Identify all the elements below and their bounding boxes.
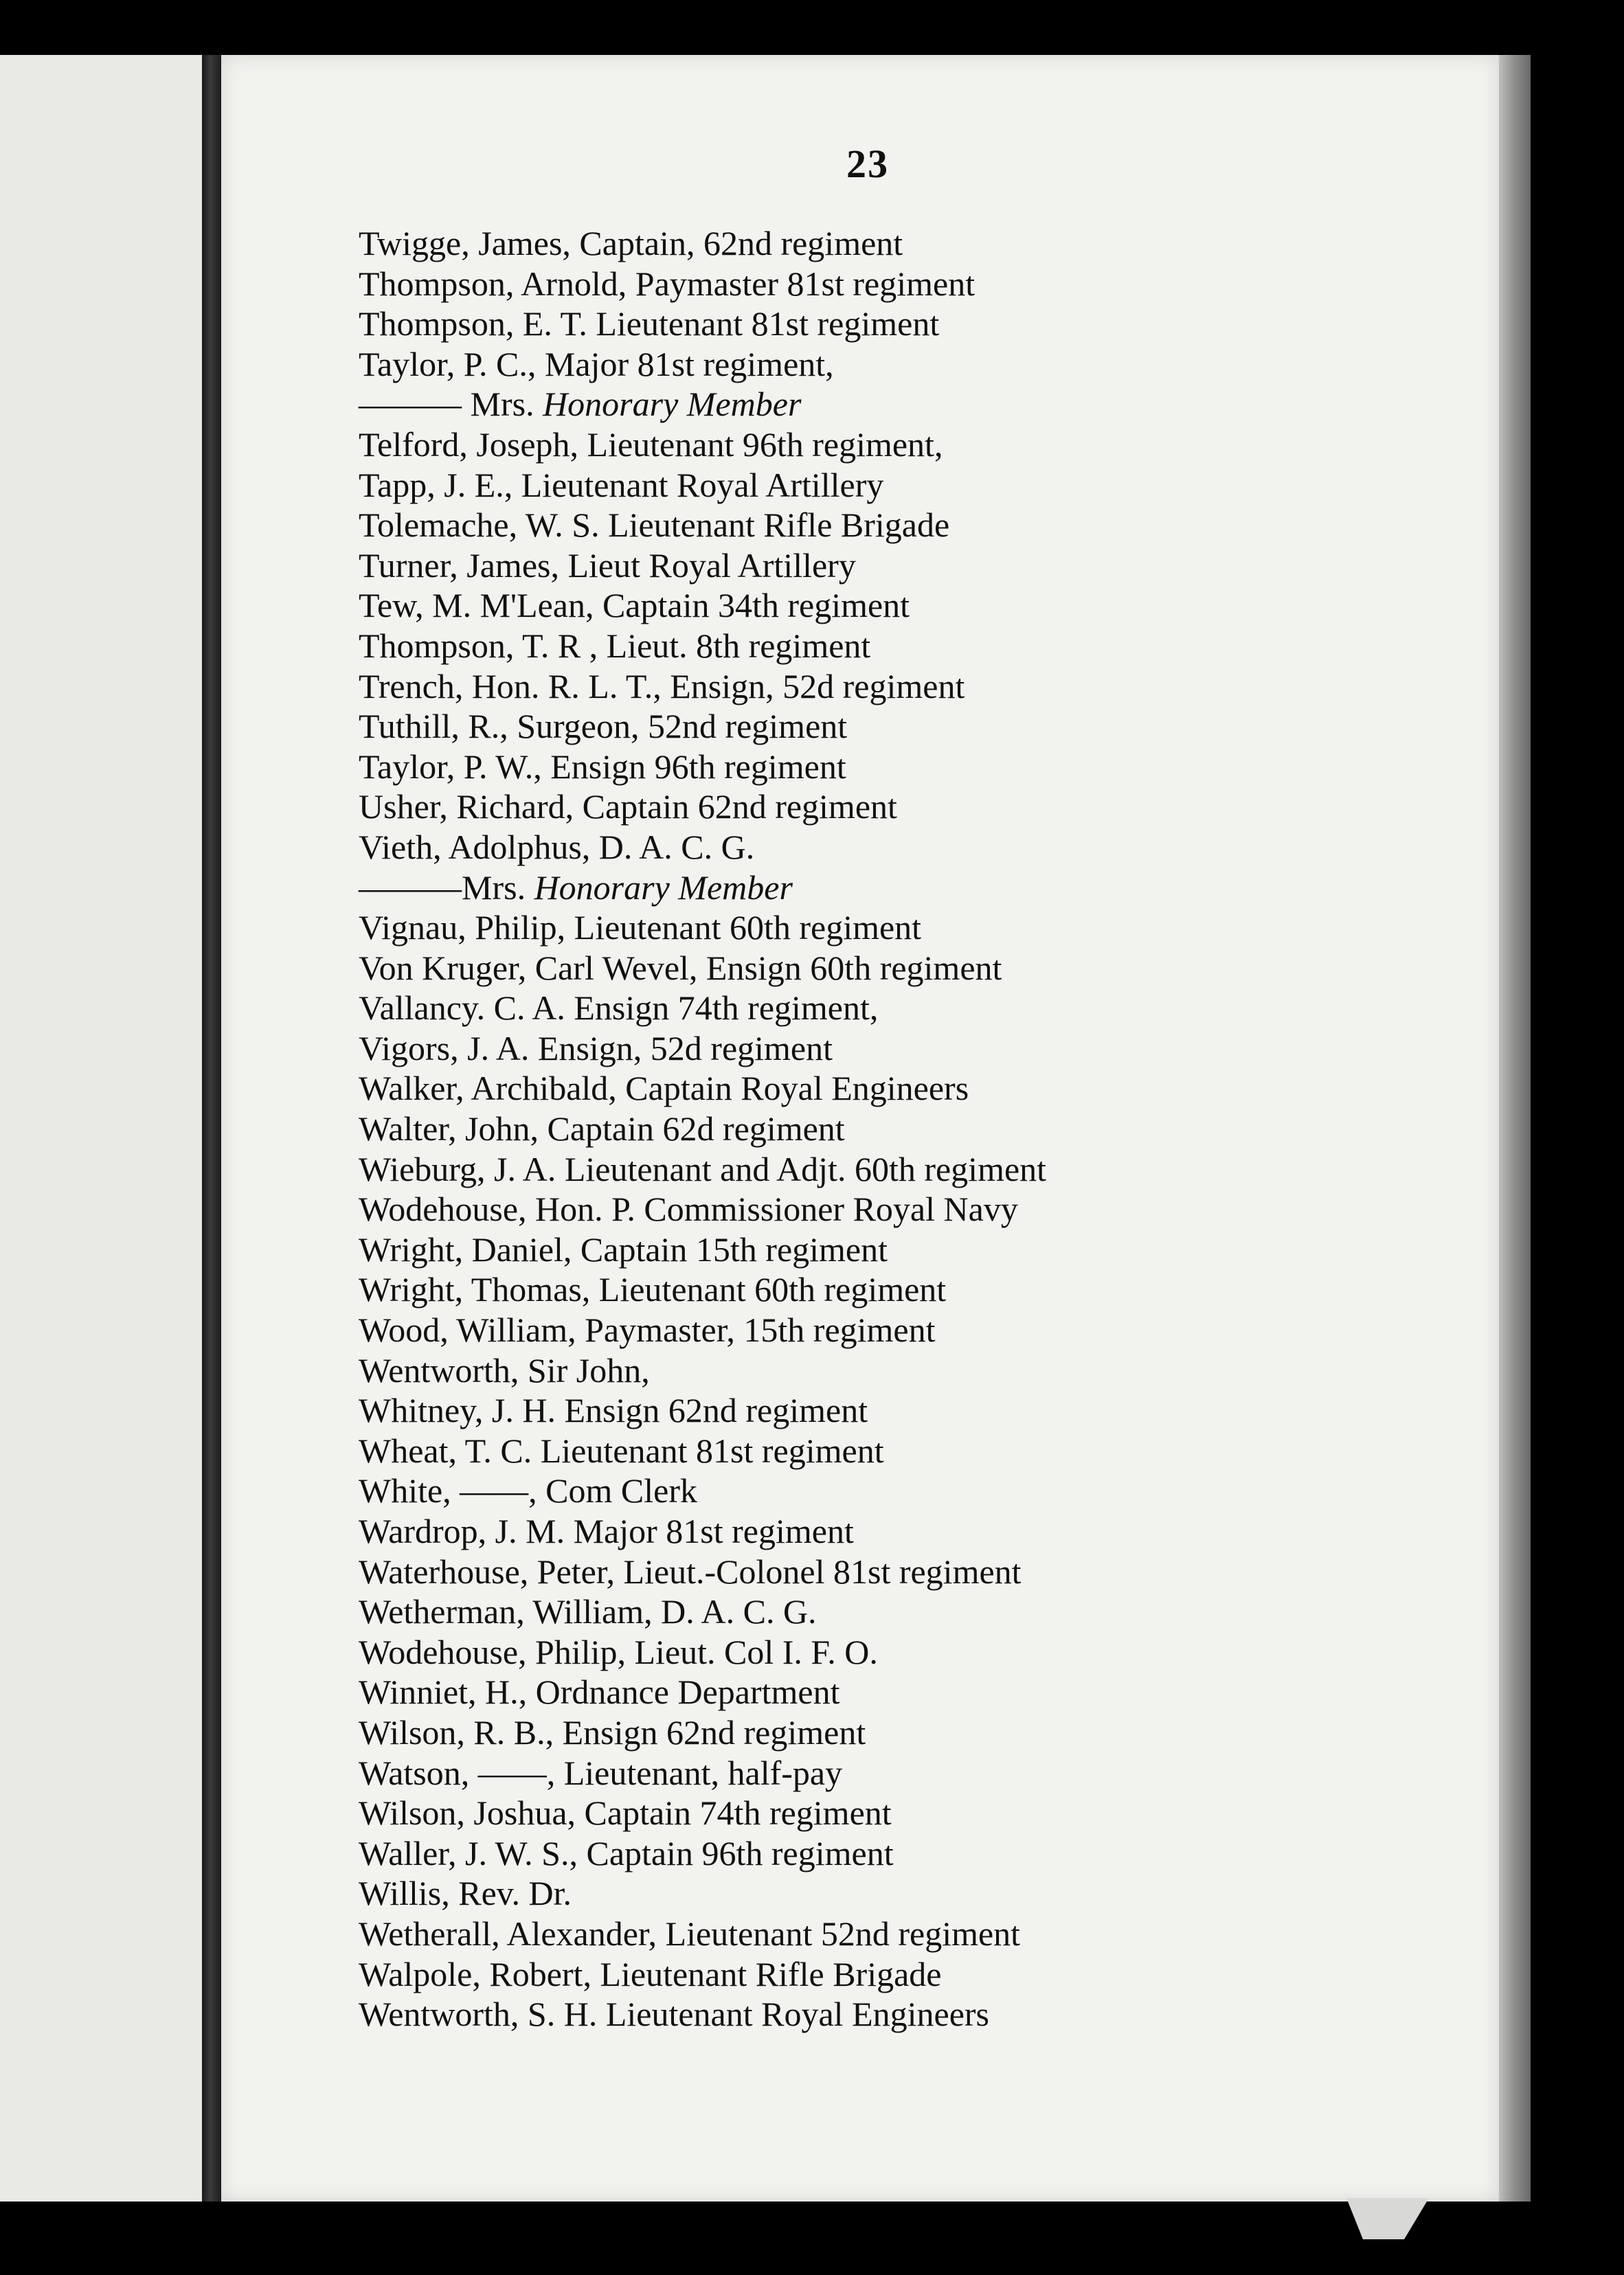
list-item: Twigge, James, Captain, 62nd regiment: [359, 224, 903, 262]
list-item: Tolemache, W. S. Lieutenant Rifle Brigade: [359, 506, 950, 545]
list-item: Tapp, J. E., Lieutenant Royal Artillery: [359, 465, 884, 504]
page-fold-corner: [1346, 2198, 1429, 2239]
list-item: [359, 384, 1272, 425]
list-item: Turner, James, Lieut Royal Artillery: [359, 545, 856, 585]
page-number: 23: [846, 142, 889, 186]
list-item: Thompson, Arnold, Paymaster 81st regiment: [359, 264, 975, 303]
list-item: Wentworth, S. H. Lieutenant Royal Engineers: [359, 1995, 989, 2034]
list-item: Wodehouse, Hon. P. Commissioner Royal Navy: [359, 1190, 1018, 1229]
list-item: Telford, Joseph, Lieutenant 96th regiment,: [359, 425, 943, 464]
list-item: Winniet, H., Ordnance Department: [359, 1673, 840, 1712]
list-item: Watson, ——, Lieutenant, half-pay: [359, 1753, 843, 1792]
list-item: Wright, Thomas, Lieutenant 60th regiment: [359, 1270, 947, 1309]
page-edge: [1499, 55, 1531, 2202]
list-item: Wieburg, J. A. Lieutenant and Adjt. 60th regiment: [359, 1149, 1047, 1188]
list-item: White, ——, Com Clerk: [359, 1471, 697, 1510]
list-item: Trench, Hon. R. L. T., Ensign, 52d regiment: [359, 666, 965, 705]
list-item: Whitney, J. H. Ensign 62nd regiment: [359, 1391, 868, 1430]
honorary-member-label: Honorary Member: [534, 868, 793, 907]
list-item: Tuthill, R., Surgeon, 52nd regiment: [359, 707, 848, 746]
list-item: Waller, J. W. S., Captain 96th regiment: [359, 1833, 894, 1872]
list-item: Thompson, T. R , Lieut. 8th regiment: [359, 626, 871, 665]
list-item: Walter, John, Captain 62d regiment: [359, 1109, 845, 1148]
list-item: Wetherall, Alexander, Lieutenant 52nd regiment: [359, 1914, 1021, 1953]
list-item: Vallancy. C. A. Ensign 74th regiment,: [359, 988, 879, 1028]
list-item: Walker, Archibald, Captain Royal Engineers: [359, 1069, 969, 1108]
list-item: Usher, Richard, Captain 62nd regiment: [359, 787, 897, 826]
list-item: Willis, Rev. Dr.: [359, 1874, 572, 1913]
list-item: Wentworth, Sir John,: [359, 1350, 650, 1390]
list-item: Tew, M. M'Lean, Captain 34th regiment: [359, 586, 910, 625]
list-item: Vignau, Philip, Lieutenant 60th regiment: [359, 908, 922, 947]
list-item: Wetherman, William, D. A. C. G.: [359, 1592, 817, 1631]
list-item: Vieth, Adolphus, D. A. C. G.: [359, 827, 755, 866]
entry-prefix: ——— Mrs.: [359, 385, 543, 424]
list-item: [359, 868, 1272, 908]
list-item: Wheat, T. C. Lieutenant 81st regiment: [359, 1431, 884, 1470]
list-item: Taylor, P. C., Major 81st regiment,: [359, 344, 834, 383]
list-item: Walpole, Robert, Lieutenant Rifle Brigade: [359, 1954, 942, 1993]
honorary-member-label: Honorary Member: [543, 385, 802, 424]
list-item: Wilson, Joshua, Captain 74th regiment: [359, 1793, 892, 1833]
list-item: Wood, William, Paymaster, 15th regiment: [359, 1311, 936, 1350]
entry-prefix: ———Mrs.: [359, 868, 534, 907]
list-item: Thompson, E. T. Lieutenant 81st regiment: [359, 304, 940, 343]
list-item: Vigors, J. A. Ensign, 52d regiment: [359, 1028, 833, 1067]
list-item: Wardrop, J. M. Major 81st regiment: [359, 1512, 854, 1550]
member-list: [359, 223, 1272, 2035]
left-page: [0, 55, 219, 2202]
list-item: Taylor, P. W., Ensign 96th regiment: [359, 747, 846, 786]
list-item: Wright, Daniel, Captain 15th regiment: [359, 1230, 888, 1269]
list-item: Von Kruger, Carl Wevel, Ensign 60th regiment: [359, 948, 1002, 987]
list-item: Waterhouse, Peter, Lieut.-Colonel 81st regiment: [359, 1552, 1022, 1591]
list-item: Wilson, R. B., Ensign 62nd regiment: [359, 1712, 866, 1752]
list-item: Wodehouse, Philip, Lieut. Col I. F. O.: [359, 1632, 878, 1671]
book-gutter: [202, 55, 223, 2202]
